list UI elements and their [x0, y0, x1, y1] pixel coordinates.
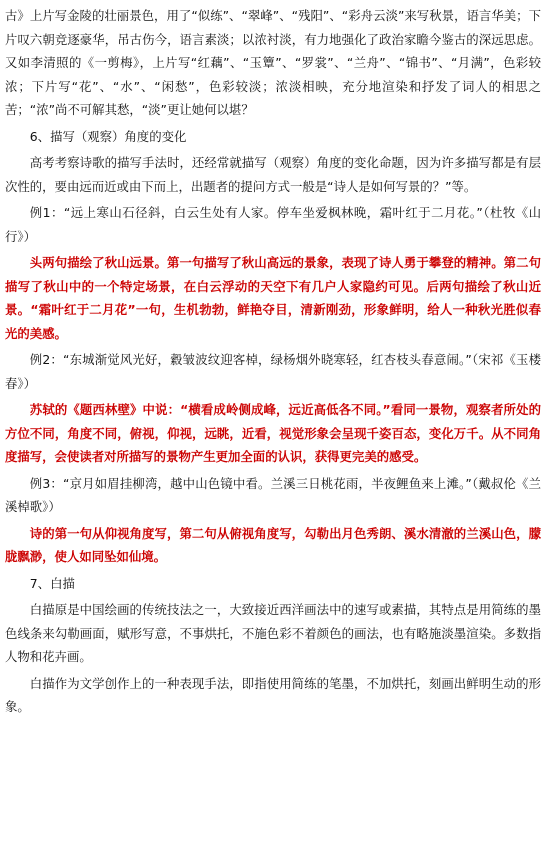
section-heading-baimiao: 7、白描	[29, 575, 75, 591]
paragraph-angle-intro: 高考考察诗歌的描写手法时，还经常就描写（观察）角度的变化命题，因为许多描写都是有层次性的，要由远而近或由下而上，出题者的提问方式一般是“诗人是如何写景的？”等。	[5, 155, 541, 194]
example-3-poem: 例3：“京月如眉挂柳湾，越中山色镜中看。兰溪三日桃花雨，半夜鲤鱼来上滩。”（戴叔伦《兰溪棹歌》）	[5, 475, 541, 514]
paragraph-baimiao-definition: 白描原是中国绘画的传统技法之一，大致接近西洋画法中的速写或素描，其特点是用简练的墨色线条来勾勒画面，赋形写意，不事烘托，不施色彩不着颜色的画法，也有略施淡墨渲染。多数指人物和花卉画。	[5, 602, 541, 664]
paragraph-baimiao-literary: 白描作为文学创作上的一种表现手法，即指使用简练的笔墨，不加烘托，刻画出鲜明生动的形象。	[5, 675, 541, 714]
example-1-poem: 例1：“远上寒山石径斜，白云生处有人家。停车坐爱枫林晚，霜叶红于二月花。”（杜牧《山行》）	[5, 205, 541, 244]
example-1-analysis: 头两句描绘了秋山远景。第一句描写了秋山高远的景象，表现了诗人勇于攀登的精神。第二句描写了秋山中的一个特定场景，在白云浮动的天空下有几户人家隐约可见。后两句描绘了秋山近景。“霜叶红于二月花”一句，生机勃勃，鲜艳夺目，清新刚劲，形象鲜明，给人一种秋光胜似春光的美感。	[5, 255, 541, 341]
example-2-poem: 例2：“东城渐觉风光好，縠皱波纹迎客棹，绿杨烟外晓寒轻，红杏枝头春意闹。”（宋祁《玉楼春》）	[5, 352, 541, 391]
paragraph-continuation: 古》上片写金陵的壮丽景色，用了“似练”、“翠峰”、“残阳”、“彩舟云淡”来写秋景，语言华美；下片叹六朝竞逐豪华，吊古伤今，语言素淡；以浓衬淡，有力地强化了政治家瞻今鉴古的深远思虑。又如李清照的《一剪梅》，上片写“红藕”、“玉簟”、“罗裳”、“兰舟”、“锦书”、“月满”，色彩较浓；下片写“花”、“水”、“闲愁”，色彩较淡；浓淡相映，充分地渲染和抒发了词人的相思之苦；“浓”尚不可解其愁，“淡”更让她何以堪？	[5, 8, 541, 117]
example-3-analysis: 诗的第一句从仰视角度写，第二句从俯视角度写，勾勒出月色秀朗、溪水清澈的兰溪山色，朦胧飘渺，使人如同坠如仙境。	[5, 525, 541, 564]
example-2-analysis: 苏轼的《题西林壁》中说：“横看成岭侧成峰，远近高低各不同。”看同一景物，观察者所处的方位不同，角度不同，俯视，仰视，远眺，近看，视觉形象会呈现千姿百态，变化万千。从不同角度描写，会使读者对所描写的景物产生更加全面的认识，获得更完美的感受。	[5, 402, 541, 464]
section-heading-angle-change: 6、描写（观察）角度的变化	[29, 128, 187, 144]
